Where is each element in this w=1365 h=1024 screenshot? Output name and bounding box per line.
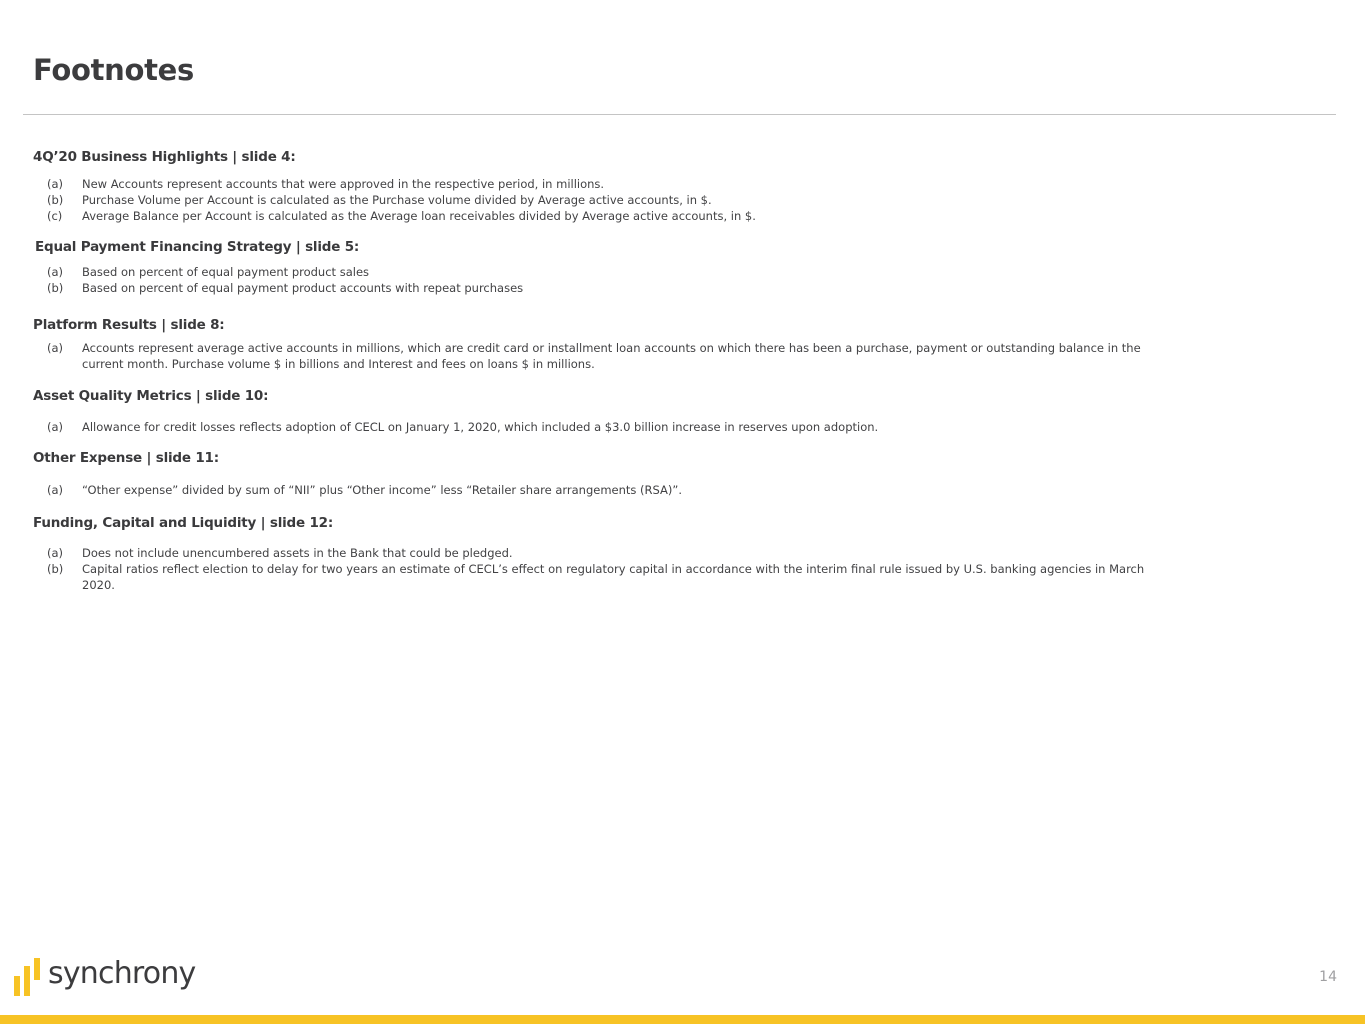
section-heading-funding-capital: Funding, Capital and Liquidity | slide 12: xyxy=(33,515,334,531)
footnote-item xyxy=(47,208,1167,224)
section-heading-equal-payment: Equal Payment Financing Strategy | slide 5: xyxy=(35,239,360,255)
footnote-marker: (a) xyxy=(47,265,64,279)
footnote-item xyxy=(47,176,1167,192)
footnote-item xyxy=(47,340,1167,372)
logo-bars-icon xyxy=(14,958,44,998)
footnote-text: “Other expense” divided by sum of “NII” plus “Other income” less “Retailer share arrangements (RSA)”. xyxy=(82,483,683,497)
page-number: 14 xyxy=(1319,969,1337,985)
page-title: Footnotes xyxy=(33,53,195,87)
footnote-item xyxy=(47,561,1167,593)
footnote-text: Does not include unencumbered assets in the Bank that could be pledged. xyxy=(82,546,513,560)
footnote-text: Accounts represent average active accounts in millions, which are credit card or installment loan accounts on which there has been a purchase, payment or outstanding balance in the current month. Purchase volume $ in billions and Interest and fees on loans $ in millions. xyxy=(82,341,1141,371)
logo-wordmark: synchrony xyxy=(48,956,196,991)
footnote-text: Capital ratios reflect election to delay for two years an estimate of CECL’s effect on regulatory capital in accordance with the interim final rule issued by U.S. banking agencies in March 2020. xyxy=(82,562,1145,592)
footnote-marker: (a) xyxy=(47,546,64,560)
footnote-item xyxy=(47,545,1167,561)
footnote-marker: (a) xyxy=(47,341,64,355)
footnote-item xyxy=(47,192,1167,208)
footnote-text: Based on percent of equal payment product sales xyxy=(82,265,370,279)
section-heading-platform-results: Platform Results | slide 8: xyxy=(33,317,225,333)
footnote-marker: (b) xyxy=(47,562,64,576)
footnote-item xyxy=(47,264,1167,280)
footnote-marker: (c) xyxy=(47,209,63,223)
brand-footer-bar xyxy=(0,1015,1365,1024)
footnote-text: Allowance for credit losses reflects adoption of CECL on January 1, 2020, which included a $3.0 billion increase in reserves upon adoption. xyxy=(82,420,879,434)
title-divider xyxy=(23,114,1336,115)
footnote-text: Average Balance per Account is calculated as the Average loan receivables divided by Average active accounts, in $. xyxy=(82,209,756,223)
section-heading-other-expense: Other Expense | slide 11: xyxy=(33,450,219,466)
section-heading-business-highlights: 4Q’20 Business Highlights | slide 4: xyxy=(33,149,296,165)
footnote-marker: (a) xyxy=(47,177,64,191)
footnote-text: New Accounts represent accounts that were approved in the respective period, in millions. xyxy=(82,177,605,191)
footnote-text: Based on percent of equal payment product accounts with repeat purchases xyxy=(82,281,524,295)
footnote-item xyxy=(47,482,1167,498)
footnote-marker: (a) xyxy=(47,420,64,434)
footnote-text: Purchase Volume per Account is calculated as the Purchase volume divided by Average active accounts, in $. xyxy=(82,193,712,207)
footnote-item xyxy=(47,419,1167,435)
footnote-marker: (b) xyxy=(47,193,64,207)
section-heading-asset-quality: Asset Quality Metrics | slide 10: xyxy=(33,388,269,404)
footnote-marker: (b) xyxy=(47,281,64,295)
synchrony-logo xyxy=(14,958,204,998)
footnote-marker: (a) xyxy=(47,483,64,497)
footnote-item xyxy=(47,280,1167,296)
